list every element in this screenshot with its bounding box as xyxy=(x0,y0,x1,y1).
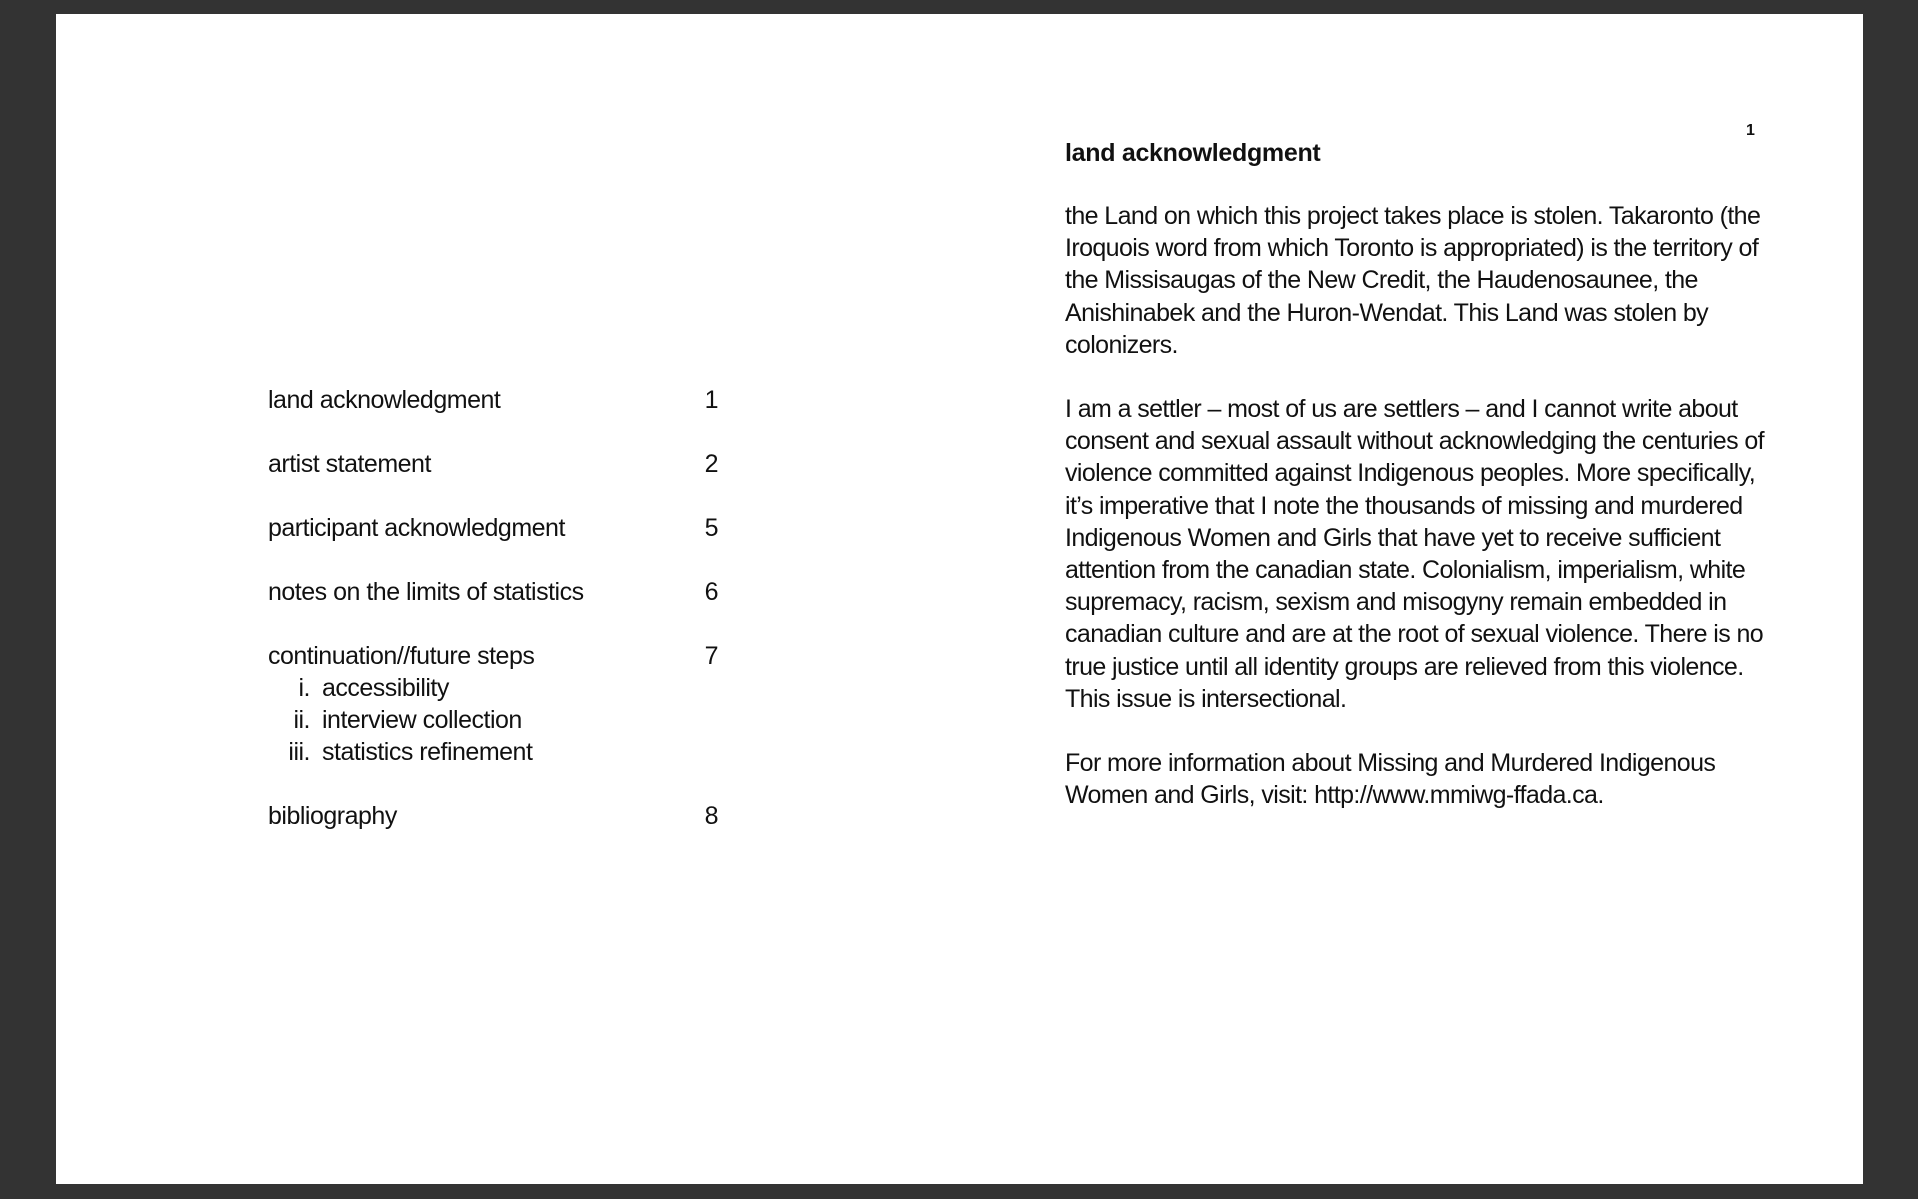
toc-entry-page: 7 xyxy=(704,642,718,670)
toc-entry-bibliography[interactable] xyxy=(268,800,718,832)
document-page xyxy=(56,14,1863,1184)
toc-subitem-number: i. xyxy=(298,674,310,702)
paragraph-settler: I am a settler – most of us are settlers – and I cannot write about consent and sexual assault without acknowledging the centuries of violence committed against Indigenous peoples. More specifically, it’s imperative that I note the thousands of missing and murdered Indigenous Women and Girls that have yet to receive sufficient attention from the canadian state. Colonialism, imperialism, white supremacy, racism, sexism and misogyny remain embedded in canadian culture and are at the root of sexual violence. There is no true justice until all identity groups are relieved from this violence. This issue is intersectional. xyxy=(1065,395,1764,713)
toc-entry-label: artist statement xyxy=(268,450,431,478)
toc-entry-land-acknowledgment[interactable] xyxy=(268,384,718,416)
toc-entry-page: 8 xyxy=(704,802,718,830)
toc-subitem-label: accessibility xyxy=(322,674,449,702)
toc-entry-participant-acknowledgment[interactable] xyxy=(268,512,718,544)
toc-subitem-label: interview collection xyxy=(322,706,522,734)
toc-subitem-number: ii. xyxy=(293,706,310,734)
paragraph-more-info: For more information about Missing and Murdered Indigenous Women and Girls, visit: http://www.mmiwg-ffada.ca. xyxy=(1065,749,1716,810)
toc-entry-limits-of-statistics[interactable] xyxy=(268,576,718,608)
toc-entry-label: land acknowledgment xyxy=(268,386,501,414)
toc-entry-page: 5 xyxy=(704,514,718,542)
toc-subitem-accessibility[interactable] xyxy=(268,672,718,704)
table-of-contents xyxy=(268,384,718,864)
toc-sublist xyxy=(268,672,718,768)
paragraph-land: the Land on which this project takes place is stolen. Takaronto (the Iroquois word from which Toronto is appropriated) is the territory of the Missisaugas of the New Credit, the Haudenosaunee, the Anishinabek and the Huron-Wendat. This Land was stolen by colonizers. xyxy=(1065,202,1761,359)
toc-entry-artist-statement[interactable] xyxy=(268,448,718,480)
toc-entry-page: 2 xyxy=(704,450,718,478)
toc-subitem-interview-collection[interactable] xyxy=(268,704,718,736)
page-number: 1 xyxy=(1746,122,1755,139)
toc-subitem-statistics-refinement[interactable] xyxy=(268,736,718,768)
content-section xyxy=(1065,136,1767,843)
toc-subitem-number: iii. xyxy=(288,738,310,766)
toc-entry-page: 6 xyxy=(704,578,718,606)
toc-entry-page: 1 xyxy=(704,386,718,414)
section-heading: land acknowledgment xyxy=(1065,139,1321,167)
toc-entry-label: participant acknowledgment xyxy=(268,514,565,542)
toc-entry-label: bibliography xyxy=(268,802,397,830)
toc-subitem-label: statistics refinement xyxy=(322,738,533,766)
toc-entry-label: notes on the limits of statistics xyxy=(268,578,584,606)
toc-entry-label: continuation//future steps xyxy=(268,642,535,670)
toc-entry-future-steps[interactable] xyxy=(268,640,718,768)
